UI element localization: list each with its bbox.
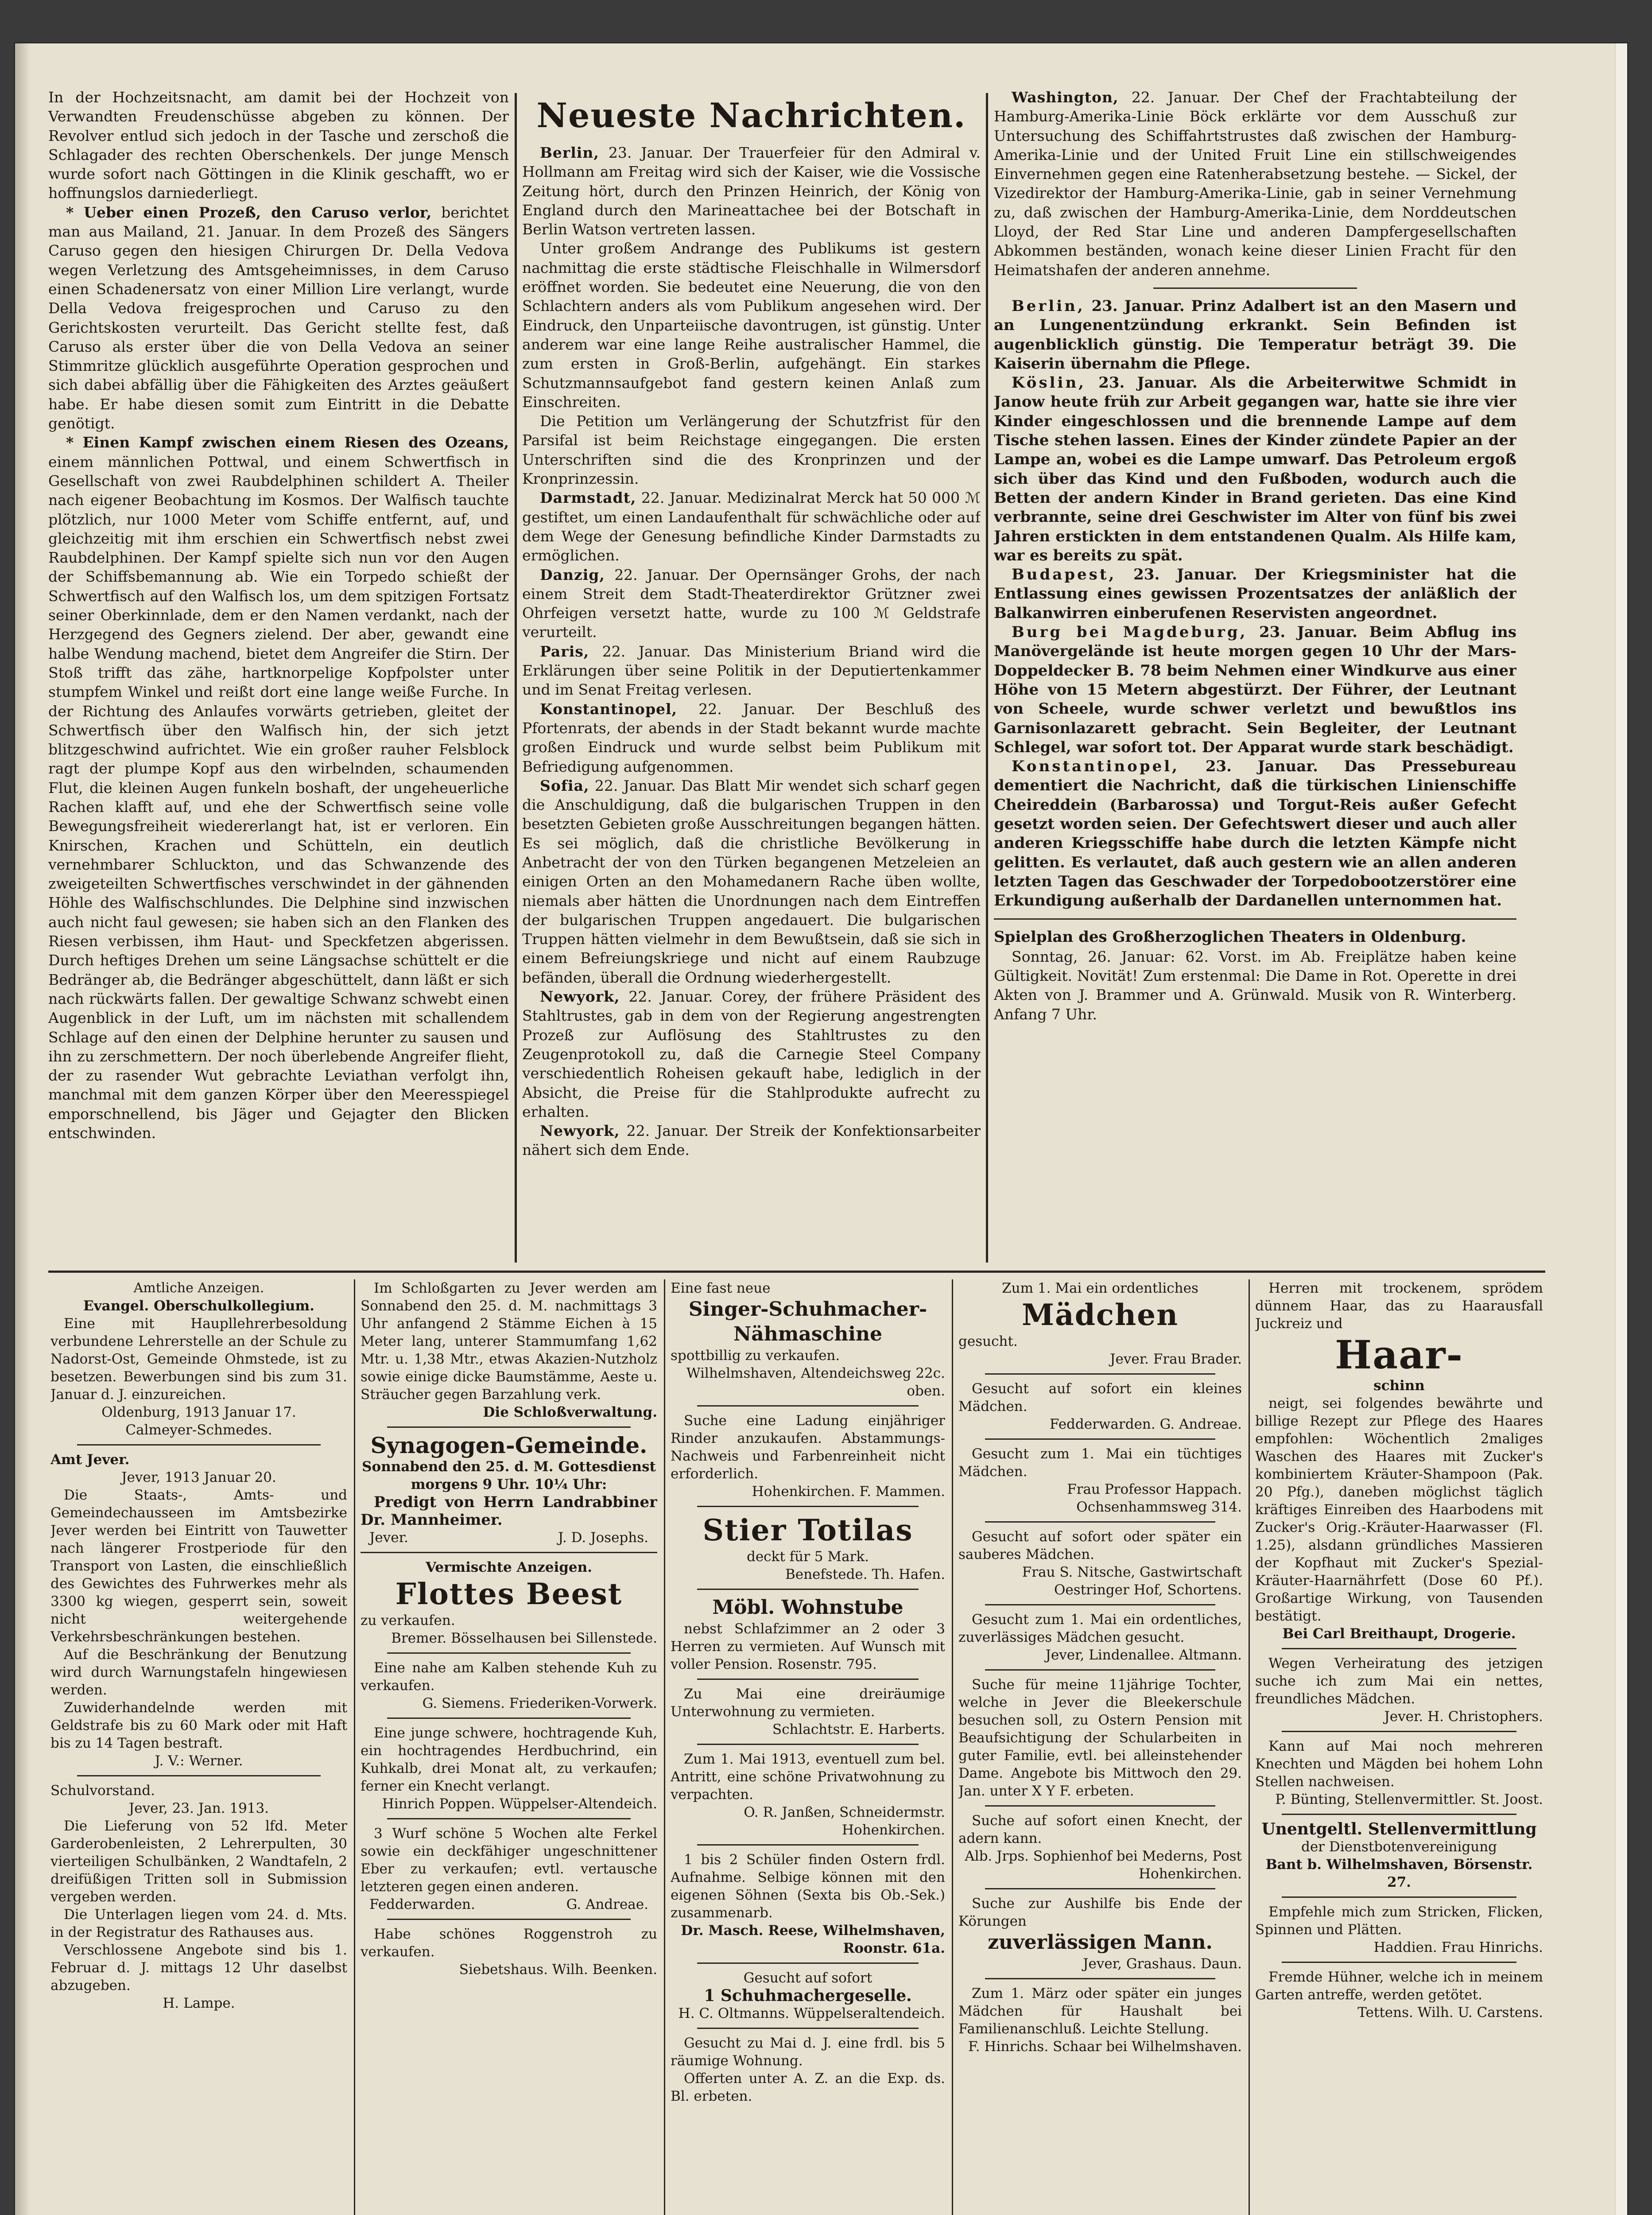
ad-signature: G. Siemens. Friederiken-Vorwerk. — [422, 1695, 657, 1711]
ad-signature: P. Bünting, Stellenvermittler. St. Joost. — [1275, 1791, 1543, 1807]
telegram-place: Köslin, — [1012, 374, 1086, 392]
theater-heading: Spielplan des Großherzoglichen Theaters in Oldenburg. — [994, 928, 1466, 946]
ad-title: Stier Totilas — [702, 1513, 913, 1547]
ad-text: Suche auf sofort einen Knecht, der adern kann. — [958, 1813, 1242, 1846]
ad-signature: Die Schloßverwaltung. — [483, 1404, 657, 1420]
separator — [985, 1521, 1215, 1523]
ad-text: Suche für meine 11jährige Tochter, welche in Jever die Bleekerschule besuchen soll, zu Ostern Pension mit Beaufsichtigung der Schularbeiten in guter Familie, evtl. bei alleinstehender Dame. Angebote bis Mittwoch den 29. Jan. unter X Y F. erbeten. — [958, 1677, 1242, 1799]
ad-signature — [361, 1529, 657, 1547]
ad-title: Amt Jever. — [50, 1452, 130, 1468]
separator — [1282, 1731, 1516, 1732]
telegram-text: 23. Januar. Das Pressebureau dementiert die Nachricht, daß die türkischen Linienschiffe Cheireddein (Barbarossa) und Torgut-Reis außer Gefecht gesetzt worden seien. Der Gefechtswert dieser und auch aller anderen Kriegsschiffe habe durch die letzten Kämpfe nicht gelitten. Es verlautet, daß auch gestern wie an allen anderen letzten Tagen das Geschwader der Torpedobootzerstörer eine Erkundigung außerhalb der Dardanellen unternommen hat. — [994, 758, 1516, 910]
ads-column-3 — [671, 1279, 945, 2215]
theater-text: Sonntag, 26. Januar: 62. Vorst. im Ab. Freiplätze haben keine Gültigkeit. Novität! Zum erstenmal: Die Dame in Rot. Operette in drei Akten von J. Brammer und A. Grünwald. Musik von R. Winterberg. Anfang 7 Uhr. — [994, 948, 1516, 1023]
separator — [985, 1978, 1215, 1979]
ad-date: Jever, 1913 Januar 20. — [121, 1469, 276, 1485]
news-item — [522, 642, 981, 699]
news-text: 22. Januar. Der Opernsänger Grohs, der nach einem Streit dem Stadt-Theaterdirektor Grützner zwei Ohrfeigen versetzt hatte, wurde zu 100 ℳ Geldstrafe verurteilt. — [522, 566, 981, 641]
ad-title: zuverlässigen Mann. — [988, 1931, 1213, 1954]
separator — [1153, 288, 1357, 289]
ad-title: 1 Schuhmachergeselle. — [704, 1986, 912, 2005]
ad-text: Herren mit trockenem, sprödem dünnem Haar, das zu Haarausfall Juckreiz und — [1255, 1280, 1543, 1332]
news-item — [522, 565, 981, 642]
ad-date: Jever, 23. Jan. 1913. — [128, 1800, 269, 1816]
ad-signature-name: J. D. Josephs. — [558, 1530, 648, 1546]
ad-title: Unentgeltl. Stellenvermittlung — [1261, 1820, 1537, 1838]
telegram-text: 23. Januar. Beim Abflug ins Manövergelände ist heute morgen gegen 10 Uhr der Mars-Doppeldecker B. 78 beim Nehmen einer Windkurve aus einer Höhe von 15 Metern abgestürzt. Der Führer, der Leutnant von Scheele, wurde schwer verletzt und bewußtlos ins Garnisonlazarett gebracht. Sein Begleiter, der Leutnant Schlegel, war sofort tot. Der Apparat wurde stark beschädigt. — [994, 623, 1516, 756]
ad-signature-name: G. Andreae. — [566, 1896, 648, 1912]
ad-text: Zu Mai eine dreiräumige Unterwohnung zu vermieten. — [671, 1686, 945, 1720]
telegram-place: Konstantinopel, — [1012, 758, 1179, 776]
news-place: Darmstadt, — [540, 489, 636, 507]
ad-signature: Haddien. Frau Hinrichs. — [1373, 1939, 1543, 1955]
telegram-place: Budapest, — [1012, 566, 1117, 584]
ad-title: Haar- — [1334, 1332, 1464, 1378]
news-item — [522, 239, 981, 412]
ad-text: Die Unterlagen liegen vom 24. d. Mts. in der Registratur des Rathauses aus. — [50, 1907, 347, 1940]
separator — [985, 1669, 1215, 1671]
ad-signature: H. C. Oltmanns. Wüppelseraltendeich. — [678, 2005, 945, 2021]
ad-title: Singer-Schuhmacher-Nähmaschine — [688, 1298, 927, 1345]
telegram-place: Burg bei Magdeburg, — [1012, 623, 1248, 641]
ad-text: neigt, sei folgendes bewährte und billige Rezept zur Pflege des Haares empfohlen: Wöchentlich 2maliges Waschen des Haares mit Zucker's kombiniertem Kräuter-Shampoon (Pak. 20 Pfg.), daneben möglichst täglich kräftiges Einreiben des Haarbodens mit Zucker's Orig.-Kräuter-Haarwasser (Fl. 1.25), alsdann gründliches Massieren der Kopfhaut mit Zucker's Spezial-Kräuter-Haarnährfett (Dose 60 Pf.). Großartige Wirkung, von Tausenden bestätigt. — [1255, 1395, 1543, 1624]
article-ozean — [48, 433, 509, 1142]
ad-text: der Dienstbotenvereinigung — [1301, 1839, 1497, 1855]
ad-text: Empfehle mich zum Stricken, Flicken, Spinnen und Plätten. — [1255, 1904, 1543, 1938]
ad-text: Im Schloßgarten zu Jever werden am Sonnabend den 25. d. M. nachmittags 3 Uhr anfangend 2 Stämme Eichen à 15 Meter lang, unterer Stammumfang 1,62 Mtr. u. 1,38 Mtr., etwas Akazien-Nutzholz sowie einige dicke Baumstämme, Aeste u. Sträucher gegen Barzahlung verk. — [361, 1280, 657, 1403]
news-item — [522, 699, 981, 776]
ad-text: Eine nahe am Kalben stehende Kuh zu verkaufen. — [361, 1660, 657, 1694]
ad-signature — [361, 1896, 657, 1913]
article-caruso-head: * Ueber einen Prozeß, den Caruso verlor, — [66, 203, 432, 221]
telegram-text: 23. Januar. Der Kriegsminister hat die Entlassung eines gewissen Prozentsatzes der anläßlich der Balkanwirren einberufenen Reservisten angeordnet. — [994, 566, 1516, 622]
ad-text: Offerten unter A. Z. an die Exp. ds. Bl. erbeten. — [671, 2071, 945, 2104]
separator — [1282, 1648, 1516, 1649]
column-miscellaneous — [48, 88, 509, 1257]
news-text: 22. Januar. Das Blatt Mir wendet sich scharf gegen die Anschuldigung, daß die bulgarischen Truppen in den besetzten Gebieten große Ausschreitungen begangen hätten. Es sei möglich, daß die christliche Bevölkerung in Anbetracht der von den Türken begangenen Metzeleien an einigen Orten an den Mohamedanern Rache üben wollte, niemals aber hätten die Unordnungen nach dem Eintreffen der bulgarischen Truppen angedauert. Die bulgarischen Truppen hätten vielmehr in dem Bewußtsein, daß sie sich in einem Befreiungskriege und nicht auf einem Raubzuge befänden, überall die Ordnung wiederhergestellt. — [522, 777, 981, 986]
separator — [985, 1438, 1215, 1440]
article-caruso-text: berichtet man aus Mailand, 21. Januar. In dem Prozeß des Sängers Caruso gegen den hiesigen Chirurgen Dr. Della Vedova wegen Verletzung des Amtsgeheimnisses, in dem Caruso einen Schadenersatz von einer Million Lire verlangt, wurde Della Vedova freigesprochen und Caruso zu den Gerichtskosten verurteilt. Das Gericht stellte fest, daß Caruso als erster über die von Della Vedova an seiner Stimmritze glücklich ausgeführte Operation gesprochen und sich dabei abfällig über die Fähigkeiten des Arztes geäußert habe. Er habe diesen somit zum Eintritt in die Debatte genötigt. — [48, 203, 509, 432]
ad-signature: Siebetshaus. Wilh. Beenken. — [459, 1962, 657, 1978]
separator — [994, 918, 1516, 920]
ad-signature: Dr. Masch. Reese, Wilhelmshaven, Roonstr. 61a. — [681, 1923, 945, 1956]
ad-title: Synagogen-Gemeinde. — [370, 1432, 648, 1458]
ad-signature: Jever, Grashaus. Daun. — [1083, 1956, 1242, 1972]
ad-signature-place: Jever. — [369, 1530, 408, 1546]
separator — [387, 1818, 631, 1819]
ad-text: gesucht. — [958, 1333, 1018, 1349]
ad-text: Kann auf Mai noch mehreren Knechten und Mägden bei hohem Lohn Stellen nachweisen. — [1255, 1738, 1543, 1790]
separator — [697, 1506, 919, 1507]
ad-signature: Jever, Lindenallee. Altmann. — [1045, 1647, 1242, 1663]
ad-text: Zum 1. März oder später ein junges Mädchen für Haushalt bei Familienanschluß. Leichte Stellung. — [958, 1986, 1242, 2037]
ad-title: Mädchen — [1021, 1298, 1179, 1332]
article-ozean-head: * Einen Kampf zwischen einem Riesen des Ozeans, — [66, 434, 509, 451]
ad-text: Bant b. Wilhelmshaven, Börsenstr. 27. — [1265, 1857, 1533, 1890]
column-rule — [515, 93, 517, 1263]
telegram-place: Berlin, — [1012, 297, 1085, 315]
separator — [387, 1426, 631, 1428]
separator — [697, 1844, 919, 1846]
news-text: 22. Januar. Corey, der frühere Präsident des Stahltrustes, gab in dem von der Regierung angestrengten Prozeß zur Auflösung des Stahltrustes zu den Zeugenprotokoll zu, daß die Carnegie Steel Company verschiedentlich Roheisen gekauft habe, lediglich in der Absicht, die Preise für die Stahlprodukte aufrecht zu erhalten. — [522, 988, 981, 1120]
separator — [1282, 1896, 1516, 1898]
ad-text: Suche eine Ladung einjähriger Rinder anzukaufen. Abstammungs-Nachweis und Farbenreinheit nicht erforderlich. — [671, 1413, 945, 1482]
ad-signature: Benefstede. Th. Hafen. — [785, 1566, 945, 1582]
ad-text: Sonnabend den 25. d. M. Gottesdienst morgens 9 Uhr. 10¼ Uhr: — [362, 1459, 656, 1492]
news-text: 22. Januar. Medizinalrat Merck hat 50 000 ℳ gestiftet, um einen Landaufenthalt für schwächliche oder auf dem Wege der Genesung befindliche Kinder Darmstadts zu ermöglichen. — [522, 489, 981, 564]
ads-column-2 — [361, 1279, 657, 2215]
telegram-text: 23. Januar. Als die Arbeiterwitwe Schmidt in Janow heute früh zur Arbeit gegangen war, hatte sie ihre vier Kinder eingeschlossen und die brennende Lampe auf dem Tische stehen lassen. Eines der Kinder zündete Papier an der Lampe an, wobei es die Lampe umwarf. Das Petroleum ergoß sich über das Kind und den Fußboden, wodurch auch die Betten der andern Kinder in Brand gerieten. Das eine Kind verbrannte, seine drei Geschwister im Alter von fünf bis zwei Jahren erstickten in dem entstandenen Qualm. Als Hilfe kam, war es bereits zu spät. — [994, 374, 1516, 564]
ad-text: Gesucht auf sofort ein kleines Mädchen. — [958, 1381, 1242, 1414]
column-news — [522, 93, 981, 1258]
ad-signature: Hinrich Poppen. Wüppelser-Altendeich. — [382, 1796, 657, 1812]
news-text: 22. Januar. Der Streik der Konfektionsarbeiter nähert sich dem Ende. — [522, 1122, 981, 1159]
ad-signature: Bei Carl Breithaupt, Drogerie. — [1282, 1626, 1516, 1642]
ad-text: Gesucht zu Mai d. J. eine frdl. bis 5 räumige Wohnung. — [671, 2035, 945, 2069]
ad-signature: Jever. Frau Brader. — [1110, 1351, 1242, 1367]
separator — [697, 1744, 919, 1745]
separator — [77, 1775, 321, 1776]
ad-text: Verschlossene Angebote sind bis 1. Februar d. J. mittags 12 Uhr daselbst abzugeben. — [50, 1942, 347, 1994]
ad-title: Evangel. Oberschulkollegium. — [83, 1298, 314, 1314]
ad-text: Gesucht auf sofort — [743, 1970, 873, 1986]
ad-title: Flottes Beest — [395, 1577, 623, 1611]
section-headline: Neueste Nachrichten. — [536, 96, 966, 135]
news-place: Konstantinopel, — [540, 700, 678, 718]
ads-column-4 — [958, 1279, 1242, 2215]
ad-signature: H. Lampe. — [163, 1995, 235, 2011]
news-place: Paris, — [540, 642, 589, 660]
separator — [985, 1888, 1215, 1889]
telegram-item — [994, 623, 1516, 757]
news-place: Berlin, — [540, 144, 599, 161]
ads-header: Vermischte Anzeigen. — [426, 1559, 592, 1575]
separator — [361, 1552, 657, 1553]
news-item — [522, 776, 981, 987]
news-item — [522, 143, 981, 239]
telegram-item — [994, 373, 1516, 565]
separator — [1282, 1962, 1516, 1963]
news-text: 23. Januar. Der Trauerfeier für den Admiral v. Hollmann am Freitag wird sich der Kaiser, wie die Vossische Zeitung hört, durch den Prinzen Heinrich, der König von England durch den Marineattachee bei der Botschaft in Berlin Watson vertreten lassen. — [522, 144, 981, 238]
ad-text: Eine mit Haupllehrerbesoldung verbundene Lehrerstelle an der Schule zu Nadorst-Ost, Gemeinde Ohmstede, ist zu besetzen. Bewerbungen sind bis zum 31. Januar d. J. einzureichen. — [50, 1316, 347, 1403]
ad-text: 3 Wurf schöne 5 Wochen alte Ferkel sowie ein deckfähiger ungeschnittener Eber zu verkaufen; evtl. vertausche letzteren gegen einen anderen. — [361, 1826, 657, 1895]
news-item — [522, 1121, 981, 1160]
separator — [697, 1679, 919, 1680]
separator — [697, 2028, 919, 2029]
separator — [697, 1405, 919, 1407]
column-rule — [952, 1279, 953, 2215]
separator — [1282, 1814, 1516, 1815]
ad-signature: Alb. Jrps. Sophienhof bei Mederns, Post Hohenkirchen. — [965, 1848, 1242, 1882]
news-text: Unter großem Andrange des Publikums ist gestern nachmittag die erste städtische Fleischhalle in Wilmersdorf eröffnet worden. Sie bedeutet eine Neuerung, die von den Schlachtern anders als vom Publikum angesehen wird. Der Eindruck, den Unparteiische davontrugen, ist günstig. Unter anderem war eine lange Reihe australischer Hammel, die zum ersten in Groß-Berlin, aufgehängt. Ein starkes Schutzmannsaufgebot fand gestern keinen Anlaß zum Einschreiten. — [522, 240, 981, 411]
news-place: Newyork, — [540, 988, 620, 1006]
ads-official — [50, 1279, 347, 2215]
ad-signature: Calmeyer-Schmedes. — [125, 1422, 272, 1438]
news-item — [522, 987, 981, 1121]
telegram-text: 23. Januar. Prinz Adalbert ist an den Masern und an Lungenentzündung erkrankt. Sein Befinden ist augenblicklich günstig. Die Temperatur beträgt 39. Die Kaiserin übernahm die Pflege. — [994, 297, 1516, 373]
ad-title: schinn — [1373, 1378, 1425, 1394]
column-news-continued — [994, 88, 1516, 1266]
ad-signature: Jever. H. Christophers. — [1384, 1709, 1543, 1725]
ads-divider — [48, 1271, 1545, 1273]
separator — [387, 1919, 631, 1920]
news-place: Danzig, — [540, 566, 605, 583]
ad-text: Zum 1. Mai ein ordentliches — [1002, 1280, 1198, 1296]
ad-text: Die Staats-, Amts- und Gemeindechausseen im Amtsbezirke Jever werden bei Eintritt von Tauwetter nach längerer Frostperiode für den Transport von Lasten, die einschließlich des Gewichtes des Fuhrwerkes mehr als 3300 kg wiegen, gesperrt sein, soweit nicht weitergehende Verkehrsbeschränkungen bestehen. — [50, 1487, 347, 1645]
ad-signature: O. R. Janßen, Schneidermstr. Hohenkirchen. — [744, 1804, 945, 1838]
ad-signature: Oldenburg, 1913 Januar 17. — [101, 1404, 296, 1420]
ad-text: Eine junge schwere, hochtragende Kuh, ein hochtragendes Herdbuchrind, ein Kuhkalb, drei Monat alt, zu verkaufen; ferner ein Knecht verlangt. — [361, 1725, 657, 1794]
separator — [387, 1652, 631, 1654]
ad-signature: Frau Professor Happach. Ochsenhammsweg 314. — [1067, 1481, 1242, 1515]
ads-header: Amtliche Anzeigen. — [133, 1280, 264, 1296]
newspaper-page — [15, 43, 1627, 2215]
ad-signature: Tettens. Wilh. U. Carstens. — [1357, 2005, 1543, 2021]
ad-signature: Bremer. Bösselhausen bei Sillenstede. — [391, 1630, 657, 1646]
ad-text: Habe schönes Roggenstroh zu verkaufen. — [361, 1926, 657, 1960]
ad-text: deckt für 5 Mark. — [746, 1549, 869, 1565]
separator — [387, 1718, 631, 1719]
news-text: 22. Januar. Das Ministerium Briand wird die Erklärungen über seine Politik in der Deputiertenkammer und im Senat Freitag verlesen. — [522, 642, 981, 699]
article-ozean-text: einem männlichen Pottwal, und einem Schwertfisch in Gesellschaft von zwei Raubdelphinen schildert A. Theiler nach eigener Beobachtung im Kosmos. Der Walfisch tauchte plötzlich, nur 1000 Meter vom Schiffe entfernt, auf, und gleichzeitig mit ihm erschien ein Schwertfisch nebst zwei Raubdelphinen. Der Kampf spielte sich nun vor den Augen der Schiffsbemannung ab. Wie ein Torpedo schießt der Schwertfisch auf den Walfisch los, um dem spitzigen Fortsatz seiner Oberkinnlade, dem er den Namen verdankt, nach der Herzgegend des Gegners zielend. Der aber, gewandt eine halbe Wendung machend, bietet dem Angreifer die Stirn. Der Stoß trifft das zähe, hartknorpelige Kopfpolster unter stumpfem Winkel und reißt dort eine lange weiße Furche. In der Richtung des Anlaufes vorwärts getrieben, gleitet der Schwertfisch über den Walfisch hin, der sich jetzt blitzgeschwind aufrichtet. Wie ein großer rauher Felsblock ragt der plumpe Kopf aus den wirbelnden, schaumenden Flut, die kleinen Augen funkeln boshaft, der ungeheuerliche Rachen klafft auf, und ehe der Schwertfisch seine volle Bewegungsfreiheit wiedererlangt hat, ist er verloren. Ein Knirschen, Krachen und Schütteln, ein deutlich vernehmbarer Schluckton, und das Schwanzende des zweigeteilten Schwertfisches verschwindet in der gähnenden Höhle des Walfischschlundes. Die Delphine sind inzwischen auch nicht faul gewesen; sie haben sich an den Flanken des Riesen verbissen, ihm Haut- und Speckfetzen abgerissen. Durch heftiges Drehen um seine Längsachse schüttelt er die Bedränger ab, die Bedränger abgeschüttelt, dann läßt er sich nach rückwärts fallen. Der gewaltige Schwanz schwebt einen Augenblick in der Luft, um im nächsten mit schallendem Schlage auf den einen der Delphine herunter zu sausen und ihn zu zerschmettern. Der noch überlebende Angreifer flieht, der zu rasender Wut gebrachte Leviathan verfolgt ihn, manchmal mit dem ganzen Körper über den Meeresspiegel emporschnellend, bis Jäger und Gejagter den Blicken entschwinden. — [48, 453, 509, 1142]
column-rule — [664, 1279, 665, 2215]
ad-text: Auf die Beschränkung der Benutzung wird durch Warnungstafeln hingewiesen werden. — [50, 1647, 347, 1698]
ad-signature: Schlachtstr. E. Harberts. — [772, 1721, 945, 1737]
separator — [985, 1373, 1215, 1375]
ad-text: spottbillig zu verkaufen. — [671, 1348, 840, 1364]
separator — [697, 1962, 919, 1964]
ad-text: Gesucht auf sofort oder später ein sauberes Mädchen. — [958, 1529, 1242, 1562]
news-place: Washington, — [1012, 89, 1119, 106]
column-rule — [354, 1279, 355, 2215]
ad-text: Zum 1. Mai 1913, eventuell zum bel. Antritt, eine schöne Privatwohnung zu verpachten. — [671, 1751, 945, 1803]
ads-column-5 — [1255, 1279, 1543, 2215]
news-place: Sofia, — [540, 777, 589, 794]
ad-text: Gesucht zum 1. Mai ein ordentliches, zuverlässiges Mädchen gesucht. — [958, 1612, 1242, 1645]
separator — [697, 1589, 919, 1590]
news-item — [522, 412, 981, 488]
news-item — [522, 488, 981, 565]
ad-text: Zuwiderhandelnde werden mit Geldstrafe bis zu 60 Mark oder mit Haft bis zu 14 Tagen bestraft. — [50, 1700, 347, 1751]
ad-text: Fremde Hühner, welche ich in meinem Garten antreffe, werden getötet. — [1255, 1969, 1543, 2003]
separator — [77, 1444, 321, 1446]
news-text: 22. Januar. Der Chef der Frachtabteilung der Hamburg-Amerika-Linie Böck erklärte vor dem Ausschuß zur Untersuchung des Schiffahrtstrustes daß zwischen der Hamburg-Amerika-Linie und der United Fruit Line ein stillschweigendes Einvernehmen gegen eine Ratenherabsetzung bestehe. — Sickel, der Vizedirektor der Hamburg-Amerika-Linie, gab in seiner Vernehmung zu, daß zwischen der Hamburg-Amerika-Linie, dem Norddeutschen Lloyd, der Red Star Line und anderen Dampfergesellschaften Abkommen beständen, wonach keine dieser Linien Fracht für den Heimatshafen der anderen annehme. — [994, 89, 1516, 279]
news-place: Newyork, — [540, 1122, 620, 1140]
ad-signature: Frau S. Nitsche, Gastwirtschaft Oestringer Hof, Schortens. — [1022, 1564, 1242, 1598]
ad-signature: Wilhelmshaven, Altendeichsweg 22c. oben. — [686, 1365, 945, 1399]
separator — [985, 1805, 1215, 1807]
ad-text: zu verkaufen. — [361, 1613, 455, 1628]
ad-text: Eine fast neue — [671, 1280, 771, 1296]
ad-signature: J. V.: Werner. — [155, 1753, 243, 1769]
ad-title: Möbl. Wohnstube — [712, 1596, 904, 1619]
ad-signature: F. Hinrichs. Schaar bei Wilhelmshaven. — [968, 2039, 1242, 2055]
telegram-item — [994, 565, 1516, 623]
ad-text: Gesucht zum 1. Mai ein tüchtiges Mädchen. — [958, 1446, 1242, 1480]
ad-signature: Fedderwarden. G. Andreae. — [1049, 1416, 1242, 1432]
news-item — [994, 88, 1516, 280]
ad-text: 1 bis 2 Schüler finden Ostern frdl. Aufnahme. Selbige können mit den eigenen Söhnen (Sexta bis Ob.-Sek.) zusammenarb. — [671, 1852, 945, 1921]
page-edge — [1615, 43, 1627, 2215]
ad-text: Predigt von Herrn Landrabbiner Dr. Mannheimer. — [361, 1493, 657, 1529]
telegram-item — [994, 297, 1516, 373]
article-caruso — [48, 203, 509, 433]
column-rule — [986, 93, 988, 1263]
separator — [985, 1604, 1215, 1605]
ad-title: Schulvorstand. — [50, 1783, 155, 1799]
news-text: Die Petition um Verlängerung der Schutzfrist für den Parsifal ist beim Reichstage eingegangen. Die ersten Unterschriften sind die des Kronprinzen und der Kronprinzessin. — [522, 412, 981, 488]
ad-text: Wegen Verheiratung des jetzigen suche ich zum Mai ein nettes, freundliches Mädchen. — [1255, 1655, 1543, 1707]
ad-signature: Hohenkirchen. F. Mammen. — [752, 1484, 945, 1500]
news-text: 22. Januar. Der Beschluß des Pfortenrats, der abends in der Stadt bekannt wurde machte großen Eindruck und wurde selbst beim Publikum mit Befriedigung aufgenommen. — [522, 700, 981, 775]
page-gutter-shadow — [15, 43, 30, 2215]
ad-text: nebst Schlafzimmer an 2 oder 3 Herren zu vermieten. Auf Wunsch mit voller Pension. Rosenstr. 795. — [671, 1621, 945, 1672]
ad-text: Die Lieferung von 52 lfd. Meter Garderobenleisten, 2 Lehrerpulten, 30 vierteiligen Schulbänken, 2 Wandtafeln, 2 dreifüßigen Tritten soll in Submission vergeben werden. — [50, 1818, 347, 1905]
telegram-item — [994, 757, 1516, 910]
telegram-list — [994, 297, 1516, 911]
column-rule — [1249, 1279, 1250, 2215]
article-hochzeit: In der Hochzeitsnacht, am damit bei der Hochzeit von Verwandten Freudenschüsse abgeben zu können. Der Revolver entlud sich jedoch in der Tasche und zerschoß die Schlagader des rechten Oberschenkels. Der junge Mensch wurde sofort nach Göttingen in die Klinik geschafft, wo er hoffnungslos darniederliegt. — [48, 89, 509, 202]
ad-text: Suche zur Aushilfe bis Ende der Körungen — [958, 1896, 1242, 1929]
ad-signature-place: Fedderwarden. — [369, 1896, 475, 1912]
news-list — [522, 143, 981, 1160]
